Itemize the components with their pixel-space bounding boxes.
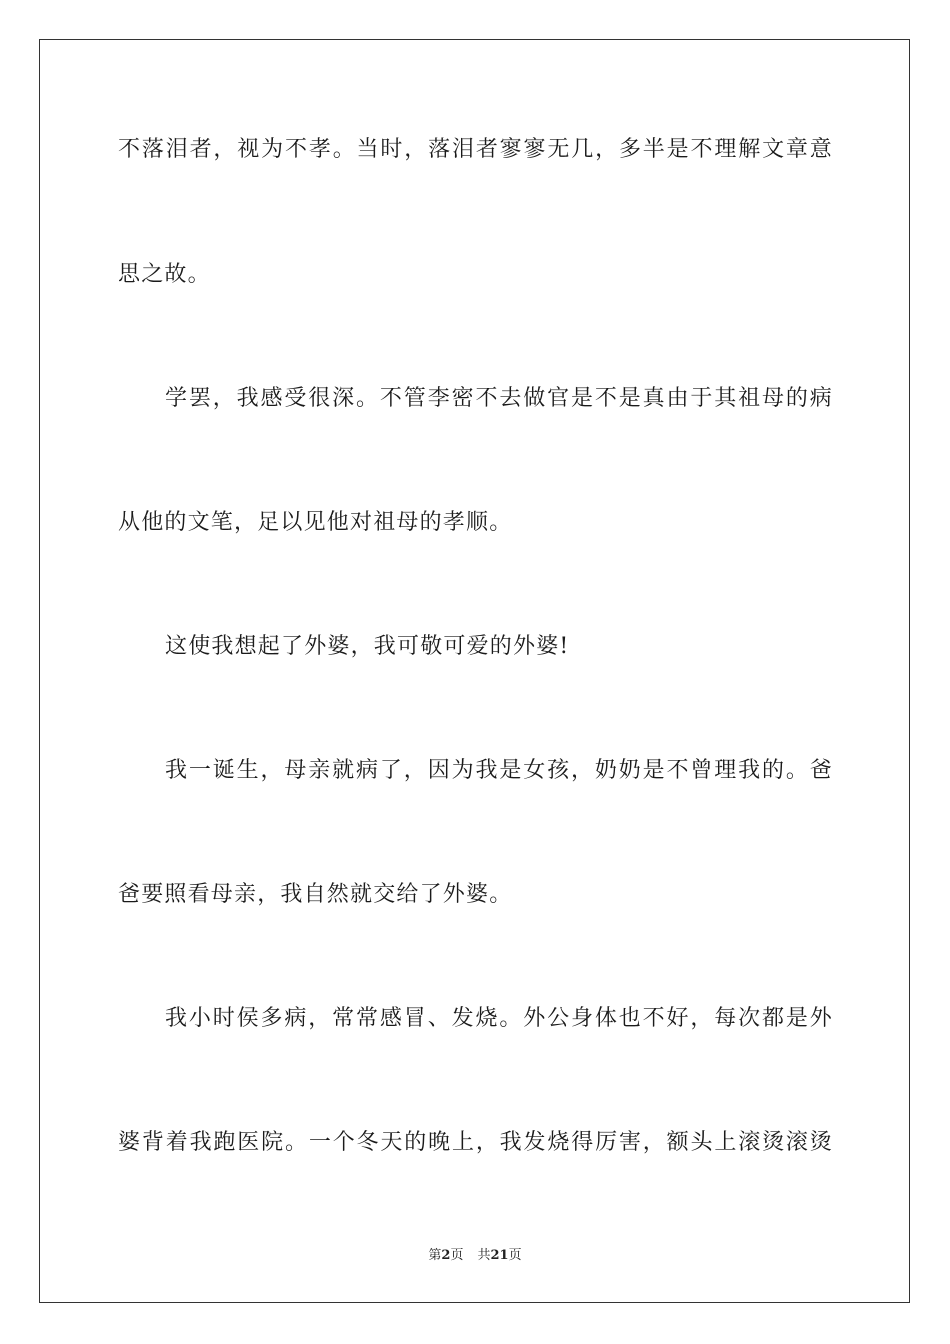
page-number: 2 bbox=[441, 1248, 451, 1263]
total-pages: 21 bbox=[490, 1248, 509, 1263]
text-line-8: 我小时侯多病，常常感冒、发烧。外公身体也不好，每次都是外 bbox=[165, 1006, 833, 1031]
text-line-1: 不落泪者，视为不孝。当时，落泪者寥寥无几，多半是不理解文章意 bbox=[118, 137, 833, 162]
page-suffix: 页 bbox=[450, 1248, 464, 1263]
text-line-7: 爸要照看母亲，我自然就交给了外婆。 bbox=[118, 882, 513, 907]
total-suffix: 页 bbox=[508, 1248, 522, 1263]
text-line-5: 这使我想起了外婆，我可敬可爱的外婆! bbox=[165, 634, 570, 659]
total-prefix: 共 bbox=[477, 1248, 491, 1263]
text-line-2: 思之故。 bbox=[118, 262, 211, 287]
text-line-4: 从他的文笔，足以见他对祖母的孝顺。 bbox=[118, 510, 513, 535]
text-line-3: 学罢，我感受很深。不管李密不去做官是不是真由于其祖母的病 bbox=[165, 386, 833, 411]
page-prefix: 第 bbox=[428, 1248, 442, 1263]
text-line-6: 我一诞生，母亲就病了，因为我是女孩，奶奶是不曾理我的。爸 bbox=[165, 758, 833, 783]
page-border bbox=[39, 39, 910, 1303]
text-line-9: 婆背着我跑医院。一个冬天的晚上，我发烧得厉害，额头上滚烫滚烫 bbox=[118, 1130, 833, 1155]
page-footer bbox=[0, 1247, 950, 1265]
